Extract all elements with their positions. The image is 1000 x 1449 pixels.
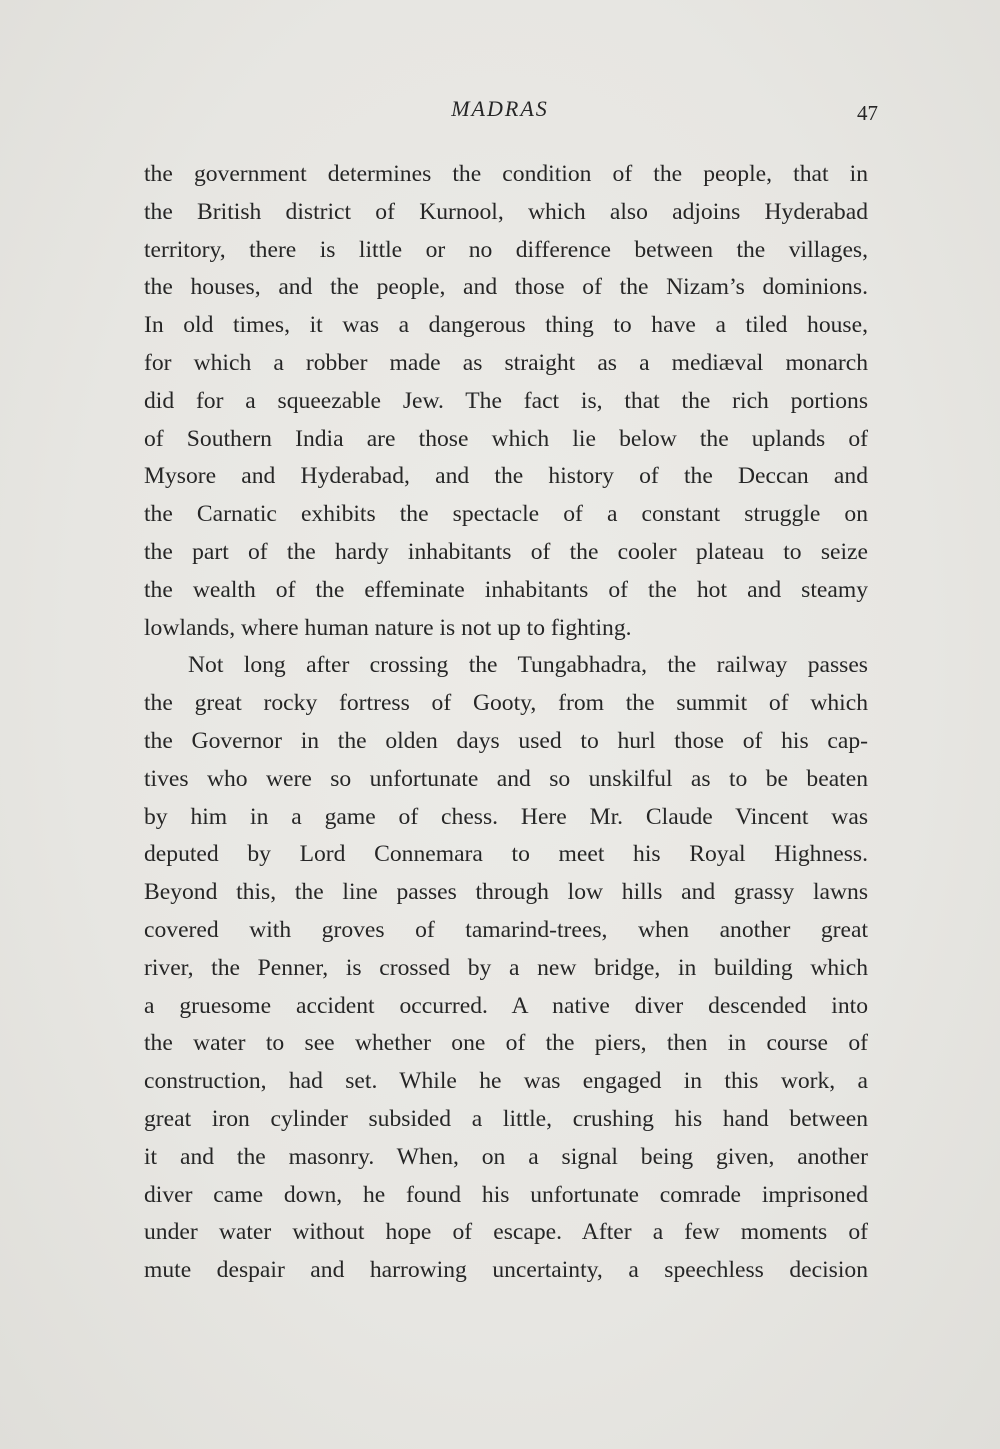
text-line: great iron cylinder subsided a little, crushing his hand between	[144, 1105, 868, 1132]
text-line: the part of the hardy inhabitants of the cooler plateau to seize	[144, 538, 868, 565]
text-line: the British district of Kurnool, which also adjoins Hyderabad	[144, 198, 868, 225]
text-line: lowlands, where human nature is not up to fighting.	[144, 614, 632, 641]
text-line: tives who were so unfortunate and so unskilful as to be beaten	[144, 765, 868, 792]
text-line: a gruesome accident occurred. A native diver descended into	[144, 992, 868, 1019]
body-text	[144, 156, 868, 1290]
text-line: river, the Penner, is crossed by a new bridge, in building which	[144, 954, 868, 981]
text-line: deputed by Lord Connemara to meet his Royal Highness.	[144, 841, 868, 868]
text-line: under water without hope of escape. After a few moments of	[144, 1219, 868, 1246]
running-head-title: MADRAS	[451, 96, 549, 121]
text-line: of Southern India are those which lie below the uplands of	[144, 425, 868, 452]
text-line: diver came down, he found his unfortunate comrade imprisoned	[144, 1181, 868, 1208]
text-line: the Governor in the olden days used to hurl those of his cap-	[144, 727, 868, 754]
text-line: territory, there is little or no difference between the villages,	[144, 236, 868, 263]
text-line: In old times, it was a dangerous thing to have a tiled house,	[144, 312, 868, 339]
text-line: the wealth of the effeminate inhabitants of the hot and steamy	[144, 576, 868, 603]
page-number: 47	[857, 101, 878, 125]
text-line: the government determines the condition of the people, that in	[144, 161, 868, 187]
text-line: the great rocky fortress of Gooty, from the summit of which	[144, 690, 868, 717]
text-line: mute despair and harrowing uncertainty, a speechless decision	[144, 1257, 868, 1284]
text-line: Mysore and Hyderabad, and the history of the Deccan and	[144, 463, 868, 490]
text-line: Beyond this, the line passes through low hills and grassy lawns	[144, 879, 868, 906]
text-line: for which a robber made as straight as a mediæval monarch	[144, 349, 868, 376]
paragraph-first-line: Not long after crossing the Tungabhadra, the railway passes	[188, 652, 868, 679]
text-line: the water to see whether one of the piers, then in course of	[144, 1030, 868, 1057]
text-line: the houses, and the people, and those of the Nizam’s dominions.	[144, 274, 868, 301]
text-line: covered with groves of tamarind-trees, when another great	[144, 916, 868, 943]
text-line: construction, had set. While he was engaged in this work, a	[144, 1068, 868, 1095]
text-line: by him in a game of chess. Here Mr. Claude Vincent was	[144, 803, 868, 830]
text-line: did for a squeezable Jew. The fact is, that the rich portions	[144, 387, 868, 414]
text-line: the Carnatic exhibits the spectacle of a constant struggle on	[144, 501, 868, 528]
text-line: it and the masonry. When, on a signal being given, another	[144, 1143, 868, 1170]
